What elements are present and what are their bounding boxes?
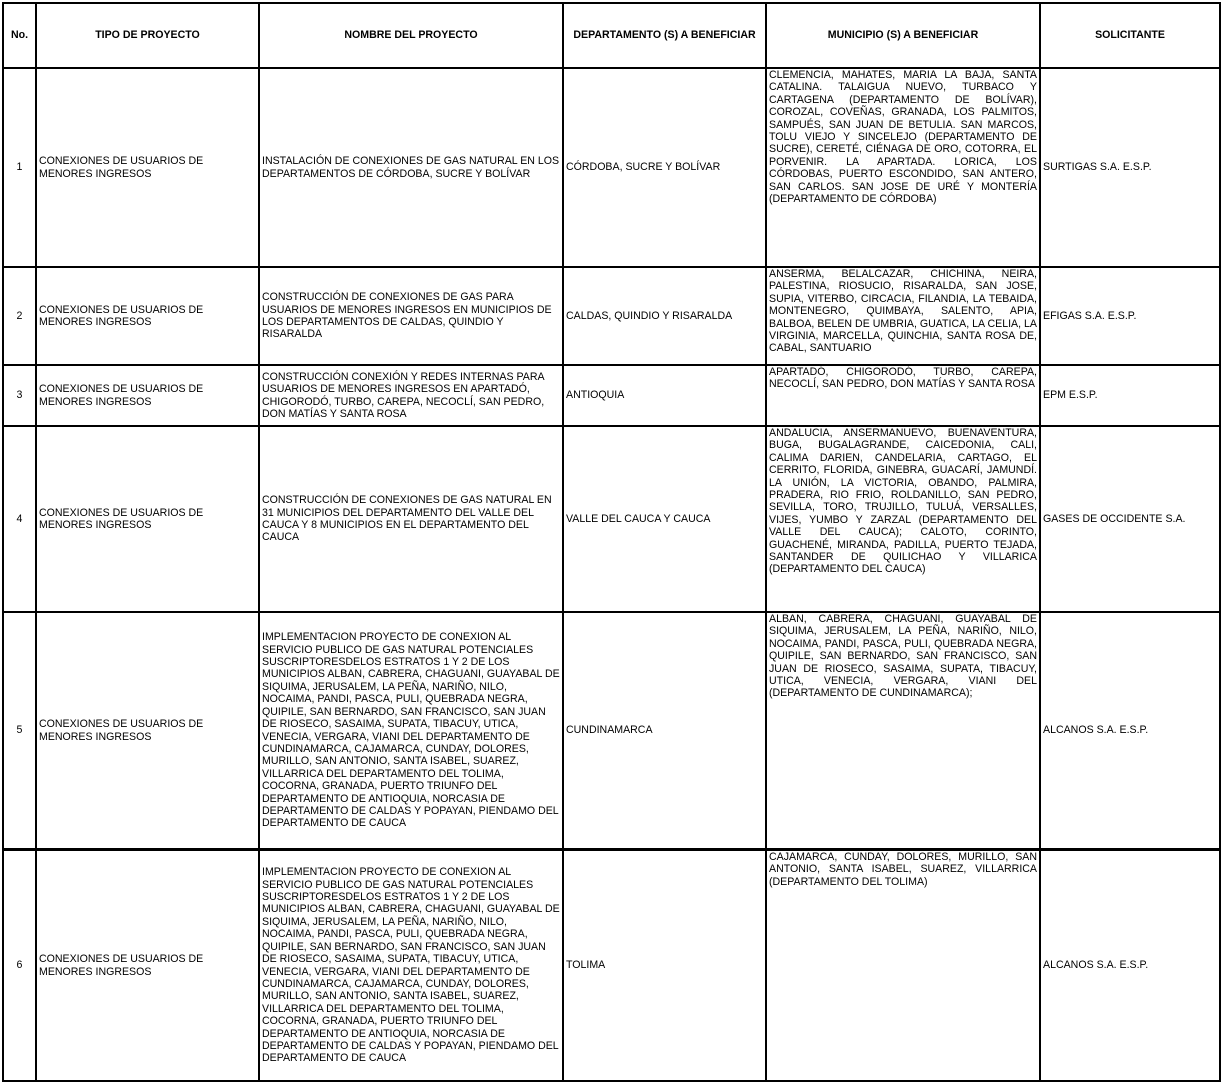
cell-solicitante: SURTIGAS S.A. E.S.P. [1040,68,1220,267]
cell-solicitante: ALCANOS S.A. E.S.P. [1040,850,1220,1082]
header-departamento: DEPARTAMENTO (S) A BENEFICIAR [563,3,766,68]
cell-municipio: ALBAN, CABRERA, CHAGUANI, GUAYABAL DE SIQUIMA, JERUSALEM, LA PEÑA, NARIÑO, NILO, NOCAIMA, PANDI, PASCA, PULI, QUEBRADA NEGRA, QUIPILE, SAN BERNARDO, SAN FRANCISCO, SAN JUAN DE RIOSECO, SASAIMA, SUPATA, TIBACUY, UTICA, VENECIA, VERGARA, VIANI DEL (DEPARTAMENTO DE CUNDINAMARCA); [766,612,1040,850]
cell-nombre: IMPLEMENTACION PROYECTO DE CONEXION AL SERVICIO PUBLICO DE GAS NATURAL POTENCIALES SUSCRIPTORESDELOS ESTRATOS 1 Y 2 DE LOS MUNICIPIOS ALBAN, CABRERA, CHAGUANI, GUAYABAL DE SIQUIMA, JERUSALEM, LA PEÑA, NARIÑO, NILO, NOCAIMA, PANDI, PASCA, PULI, QUEBRADA NEGRA, QUIPILE, SAN BERNARDO, SAN FRANCISCO, SAN JUAN DE RIOSECO, SASAIMA, SUPATA, TIBACUY, UTICA, VENECIA, VERGARA, VIANI DEL DEPARTAMENTO DE CUNDINAMARCA, CAJAMARCA, CUNDAY, DOLORES, MURILLO, SAN ANTONIO, SANTA ISABEL, SUAREZ, VILLARRICA DEL DEPARTAMENTO DEL TOLIMA, COCORNA, GRANADA, PUERTO TRIUNFO DEL DEPARTAMENTO DE ANTIOQUIA, NORCASIA DE DEPARTAMENTO DE CALDAS Y POPAYAN, PIENDAMO DEL DEPARTAMENTO DE CAUCA [259,850,563,1082]
cell-nombre: CONSTRUCCIÓN DE CONEXIONES DE GAS NATURAL EN 31 MUNICIPIOS DEL DEPARTAMENTO DEL VALLE DEL CAUCA Y 8 MUNICIPIOS EN EL DEPARTAMENTO DEL CAUCA [259,426,563,612]
cell-no: 4 [3,426,36,612]
cell-tipo: CONEXIONES DE USUARIOS DE MENORES INGRESOS [36,612,259,850]
cell-no: 6 [3,850,36,1082]
cell-departamento: CALDAS, QUINDIO Y RISARALDA [563,267,766,365]
cell-tipo: CONEXIONES DE USUARIOS DE MENORES INGRESOS [36,426,259,612]
cell-solicitante: EPM E.S.P. [1040,365,1220,426]
cell-departamento: ANTIOQUIA [563,365,766,426]
table-row [3,267,1220,365]
cell-departamento: CÓRDOBA, SUCRE Y BOLÍVAR [563,68,766,267]
cell-nombre: CONSTRUCCIÓN CONEXIÓN Y REDES INTERNAS PARA USUARIOS DE MENORES INGRESOS EN APARTADÓ, CHIGORODÓ, TURBO, CAREPA, NECOCLÍ, SAN PEDRO, DON MATÍAS Y SANTA ROSA [259,365,563,426]
cell-municipio: CAJAMARCA, CUNDAY, DOLORES, MURILLO, SAN ANTONIO, SANTA ISABEL, SUAREZ, VILLARRICA (DEPARTAMENTO DEL TOLIMA) [766,850,1040,1082]
projects-table [2,2,1221,1082]
cell-departamento: CUNDINAMARCA [563,612,766,850]
cell-no: 5 [3,612,36,850]
header-row [3,3,1220,68]
cell-tipo: CONEXIONES DE USUARIOS DE MENORES INGRESOS [36,267,259,365]
cell-no: 2 [3,267,36,365]
cell-departamento: VALLE DEL CAUCA Y CAUCA [563,426,766,612]
header-municipio: MUNICIPIO (S) A BENEFICIAR [766,3,1040,68]
table-row [3,426,1220,612]
table-row [3,612,1220,850]
cell-departamento: TOLIMA [563,850,766,1082]
cell-tipo: CONEXIONES DE USUARIOS DE MENORES INGRESOS [36,365,259,426]
cell-no: 3 [3,365,36,426]
cell-nombre: INSTALACIÓN DE CONEXIONES DE GAS NATURAL EN LOS DEPARTAMENTOS DE CÓRDOBA, SUCRE Y BOLÍVAR [259,68,563,267]
cell-municipio: APARTADÓ, CHIGORODÓ, TURBO, CAREPA, NECOCLÍ, SAN PEDRO, DON MATÍAS Y SANTA ROSA [766,365,1040,426]
header-no: No. [3,3,36,68]
header-tipo: TIPO DE PROYECTO [36,3,259,68]
cell-municipio: ANSERMA, BELALCAZAR, CHICHINA, NEIRA, PALESTINA, RIOSUCIO, RISARALDA, SAN JOSE, SUPIA, VITERBO, CIRCACIA, FILANDIA, LA TEBAIDA, MONTENEGRO, QUIMBAYA, SALENTO, APIA, BALBOA, BELEN DE UMBRIA, GUATICA, LA CELIA, LA VIRGINIA, MARCELLA, QUINCHIA, SANTA ROSA DE, CABAL, SANTUARIO [766,267,1040,365]
cell-tipo: CONEXIONES DE USUARIOS DE MENORES INGRESOS [36,68,259,267]
cell-solicitante: GASES DE OCCIDENTE S.A. [1040,426,1220,612]
cell-solicitante: ALCANOS S.A. E.S.P. [1040,612,1220,850]
cell-municipio: CLEMENCIA, MAHATES, MARIA LA BAJA, SANTA CATALINA. TALAIGUA NUEVO, TURBACO Y CARTAGENA (DEPARTAMENTO DE BOLÍVAR), COROZAL, COVEÑAS, GRANADA, LOS PALMITOS, SAMPUÉS, SAN JUAN DE BETULIA. SAN MARCOS, TOLU VIEJO Y SINCELEJO (DEPARTAMENTO DE SUCRE), CERETÉ, CIÉNAGA DE ORO, COTORRA, EL PORVENIR. LA APARTADA. LORICA, LOS CÓRDOBAS, PUERTO ESCONDIDO, SAN ANTERO, SAN CARLOS. SAN JOSE DE URÉ Y MONTERÍA (DEPARTAMENTO DE CÓRDOBA) [766,68,1040,267]
cell-nombre: IMPLEMENTACION PROYECTO DE CONEXION AL SERVICIO PUBLICO DE GAS NATURAL POTENCIALES SUSCRIPTORESDELOS ESTRATOS 1 Y 2 DE LOS MUNICIPIOS ALBAN, CABRERA, CHAGUANI, GUAYABAL DE SIQUIMA, JERUSALEM, LA PEÑA, NARIÑO, NILO, NOCAIMA, PANDI, PASCA, PULI, QUEBRADA NEGRA, QUIPILE, SAN BERNARDO, SAN FRANCISCO, SAN JUAN DE RIOSECO, SASAIMA, SUPATA, TIBACUY, UTICA, VENECIA, VERGARA, VIANI DEL DEPARTAMENTO DE CUNDINAMARCA, CAJAMARCA, CUNDAY, DOLORES, MURILLO, SAN ANTONIO, SANTA ISABEL, SUAREZ, VILLARRICA DEL DEPARTAMENTO DEL TOLIMA, COCORNA, GRANADA, PUERTO TRIUNFO DEL DEPARTAMENTO DE ANTIOQUIA, NORCASIA DE DEPARTAMENTO DE CALDAS Y POPAYAN, PIENDAMO DEL DEPARTAMENTO DE CAUCA [259,612,563,850]
cell-solicitante: EFIGAS S.A. E.S.P. [1040,267,1220,365]
cell-nombre: CONSTRUCCIÓN DE CONEXIONES DE GAS PARA USUARIOS DE MENORES INGRESOS EN MUNICIPIOS DE LOS DEPARTAMENTOS DE CALDAS, QUINDIO Y RISARALDA [259,267,563,365]
cell-municipio: ANDALUCIA, ANSERMANUEVO, BUENAVENTURA, BUGA, BUGALAGRANDE, CAICEDONIA, CALI, CALIMA DARIEN, CANDELARIA, CARTAGO, EL CERRITO, FLORIDA, GINEBRA, GUACARÍ, JAMUNDÍ. LA UNIÓN, LA VICTORIA, OBANDO, PALMIRA, PRADERA, RIO FRIO, ROLDANILLO, SAN PEDRO, SEVILLA, TORO, TRUJILLO, TULUÁ, VERSALLES, VIJES, YUMBO Y ZARZAL (DEPARTAMENTO DEL VALLE DEL CAUCA); CALOTO, CORINTO, GUACHENÉ, MIRANDA, PADILLA, PUERTO TEJADA, SANTANDER DE QUILICHAO Y VILLARICA (DEPARTAMENTO DEL CAUCA) [766,426,1040,612]
table-row [3,68,1220,267]
table-row [3,850,1220,1082]
cell-no: 1 [3,68,36,267]
table-row [3,365,1220,426]
header-solicitante: SOLICITANTE [1040,3,1220,68]
cell-tipo: CONEXIONES DE USUARIOS DE MENORES INGRESOS [36,850,259,1082]
header-nombre: NOMBRE DEL PROYECTO [259,3,563,68]
